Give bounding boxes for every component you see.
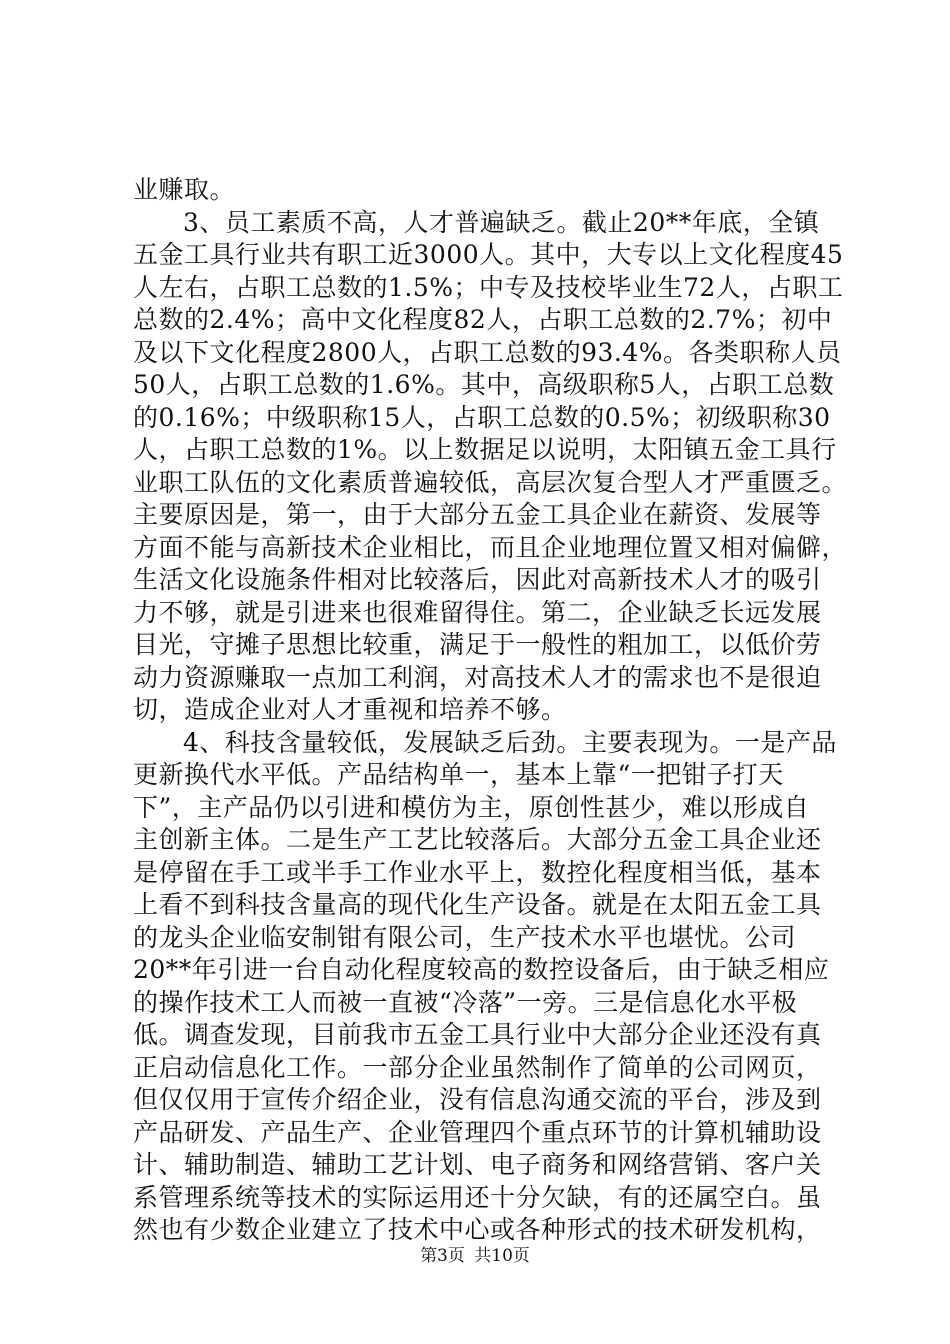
- text-line: 人左右，占职工总数的1.5%；中专及技校毕业生72人，占职工: [133, 272, 844, 302]
- text-line: 的龙头企业临安制钳有限公司，生产技术水平也堪忧。公司: [133, 922, 797, 952]
- paragraph-3-start: 3、员工素质不高，人才普遍缺乏。截止20**年底，全镇: [183, 207, 820, 237]
- page-number: 第3页: [420, 1246, 465, 1266]
- paragraph-4-start: 4、科技含量较低，发展缺乏后劲。主要表现为。一是产品: [183, 727, 837, 757]
- page-footer: [0, 1245, 950, 1267]
- text-line: 动力资源赚取一点加工利润，对高技术人才的需求也不是很迫: [133, 662, 822, 692]
- text-line: 正启动信息化工作。一部分企业虽然制作了简单的公司网页，: [133, 1052, 822, 1082]
- text-line: 低。调查发现，目前我市五金工具行业中大部分企业还没有真: [133, 1020, 822, 1049]
- text-line: 目光，守摊子思想比较重，满足于一般性的粗加工，以低价劳: [133, 630, 822, 659]
- text-line: 主创新主体。二是生产工艺比较落后。大部分五金工具企业还: [133, 825, 822, 854]
- text-line: 的操作技术工人而被一直被“冷落”一旁。三是信息化水平极: [133, 987, 798, 1017]
- text-line: 计、辅助制造、辅助工艺计划、电子商务和网络营销、客户关: [133, 1150, 822, 1179]
- text-line: 是停留在手工或半手工作业水平上，数控化程度相当低，基本: [133, 857, 822, 887]
- text-line: 系管理系统等技术的实际运用还十分欠缺，有的还属空白。虽: [133, 1182, 822, 1212]
- text-line: 产品研发、产品生产、企业管理四个重点环节的计算机辅助设: [133, 1117, 822, 1147]
- text-line: 下”，主产品仍以引进和模仿为主，原创性甚少，难以形成自: [133, 792, 810, 822]
- text-line: 主要原因是，第一，由于大部分五金工具企业在薪资、发展等: [133, 500, 822, 529]
- text-line: 但仅仅用于宣传介绍企业，没有信息沟通交流的平台，涉及到: [133, 1085, 822, 1114]
- text-line: 20**年引进一台自动化程度较高的数控设备后，由于缺乏相应: [133, 955, 830, 984]
- page-total: 共10页: [474, 1246, 530, 1266]
- body-text: [133, 174, 848, 1247]
- text-line: 总数的2.4%；高中文化程度82人，占职工总数的2.7%；初中: [133, 305, 833, 334]
- text-line: 切，造成企业对人才重视和培养不够。: [133, 695, 567, 724]
- text-line: 业赚取。: [133, 175, 236, 204]
- text-line: 五金工具行业共有职工近3000人。其中，大专以上文化程度45: [133, 240, 844, 269]
- text-line: 的0.16%；中级职称15人，占职工总数的0.5%；初级职称30: [133, 402, 831, 432]
- text-line: 及以下文化程度2800人，占职工总数的93.4%。各类职称人员: [133, 337, 842, 367]
- text-line: 然也有少数企业建立了技术中心或各种形式的技术研发机构，: [133, 1215, 822, 1244]
- text-line: 50人，占职工总数的1.6%。其中，高级职称5人，占职工总数: [133, 370, 835, 399]
- text-line: 人，占职工总数的1%。以上数据足以说明，太阳镇五金工具行: [133, 435, 837, 464]
- text-line: 生活文化设施条件相对比较落后，因此对高新技术人才的吸引: [133, 565, 822, 594]
- text-line: 方面不能与高新技术企业相比，而且企业地理位置又相对偏僻，: [133, 532, 848, 562]
- text-line: 力不够，就是引进来也很难留得住。第二，企业缺乏长远发展: [133, 597, 822, 627]
- text-line: 更新换代水平低。产品结构单一，基本上靠“一把钳子打天: [133, 760, 784, 789]
- text-line: 上看不到科技含量高的现代化生产设备。就是在太阳五金工具: [133, 890, 822, 919]
- text-line: 业职工队伍的文化素质普遍较低，高层次复合型人才严重匮乏。: [133, 467, 848, 497]
